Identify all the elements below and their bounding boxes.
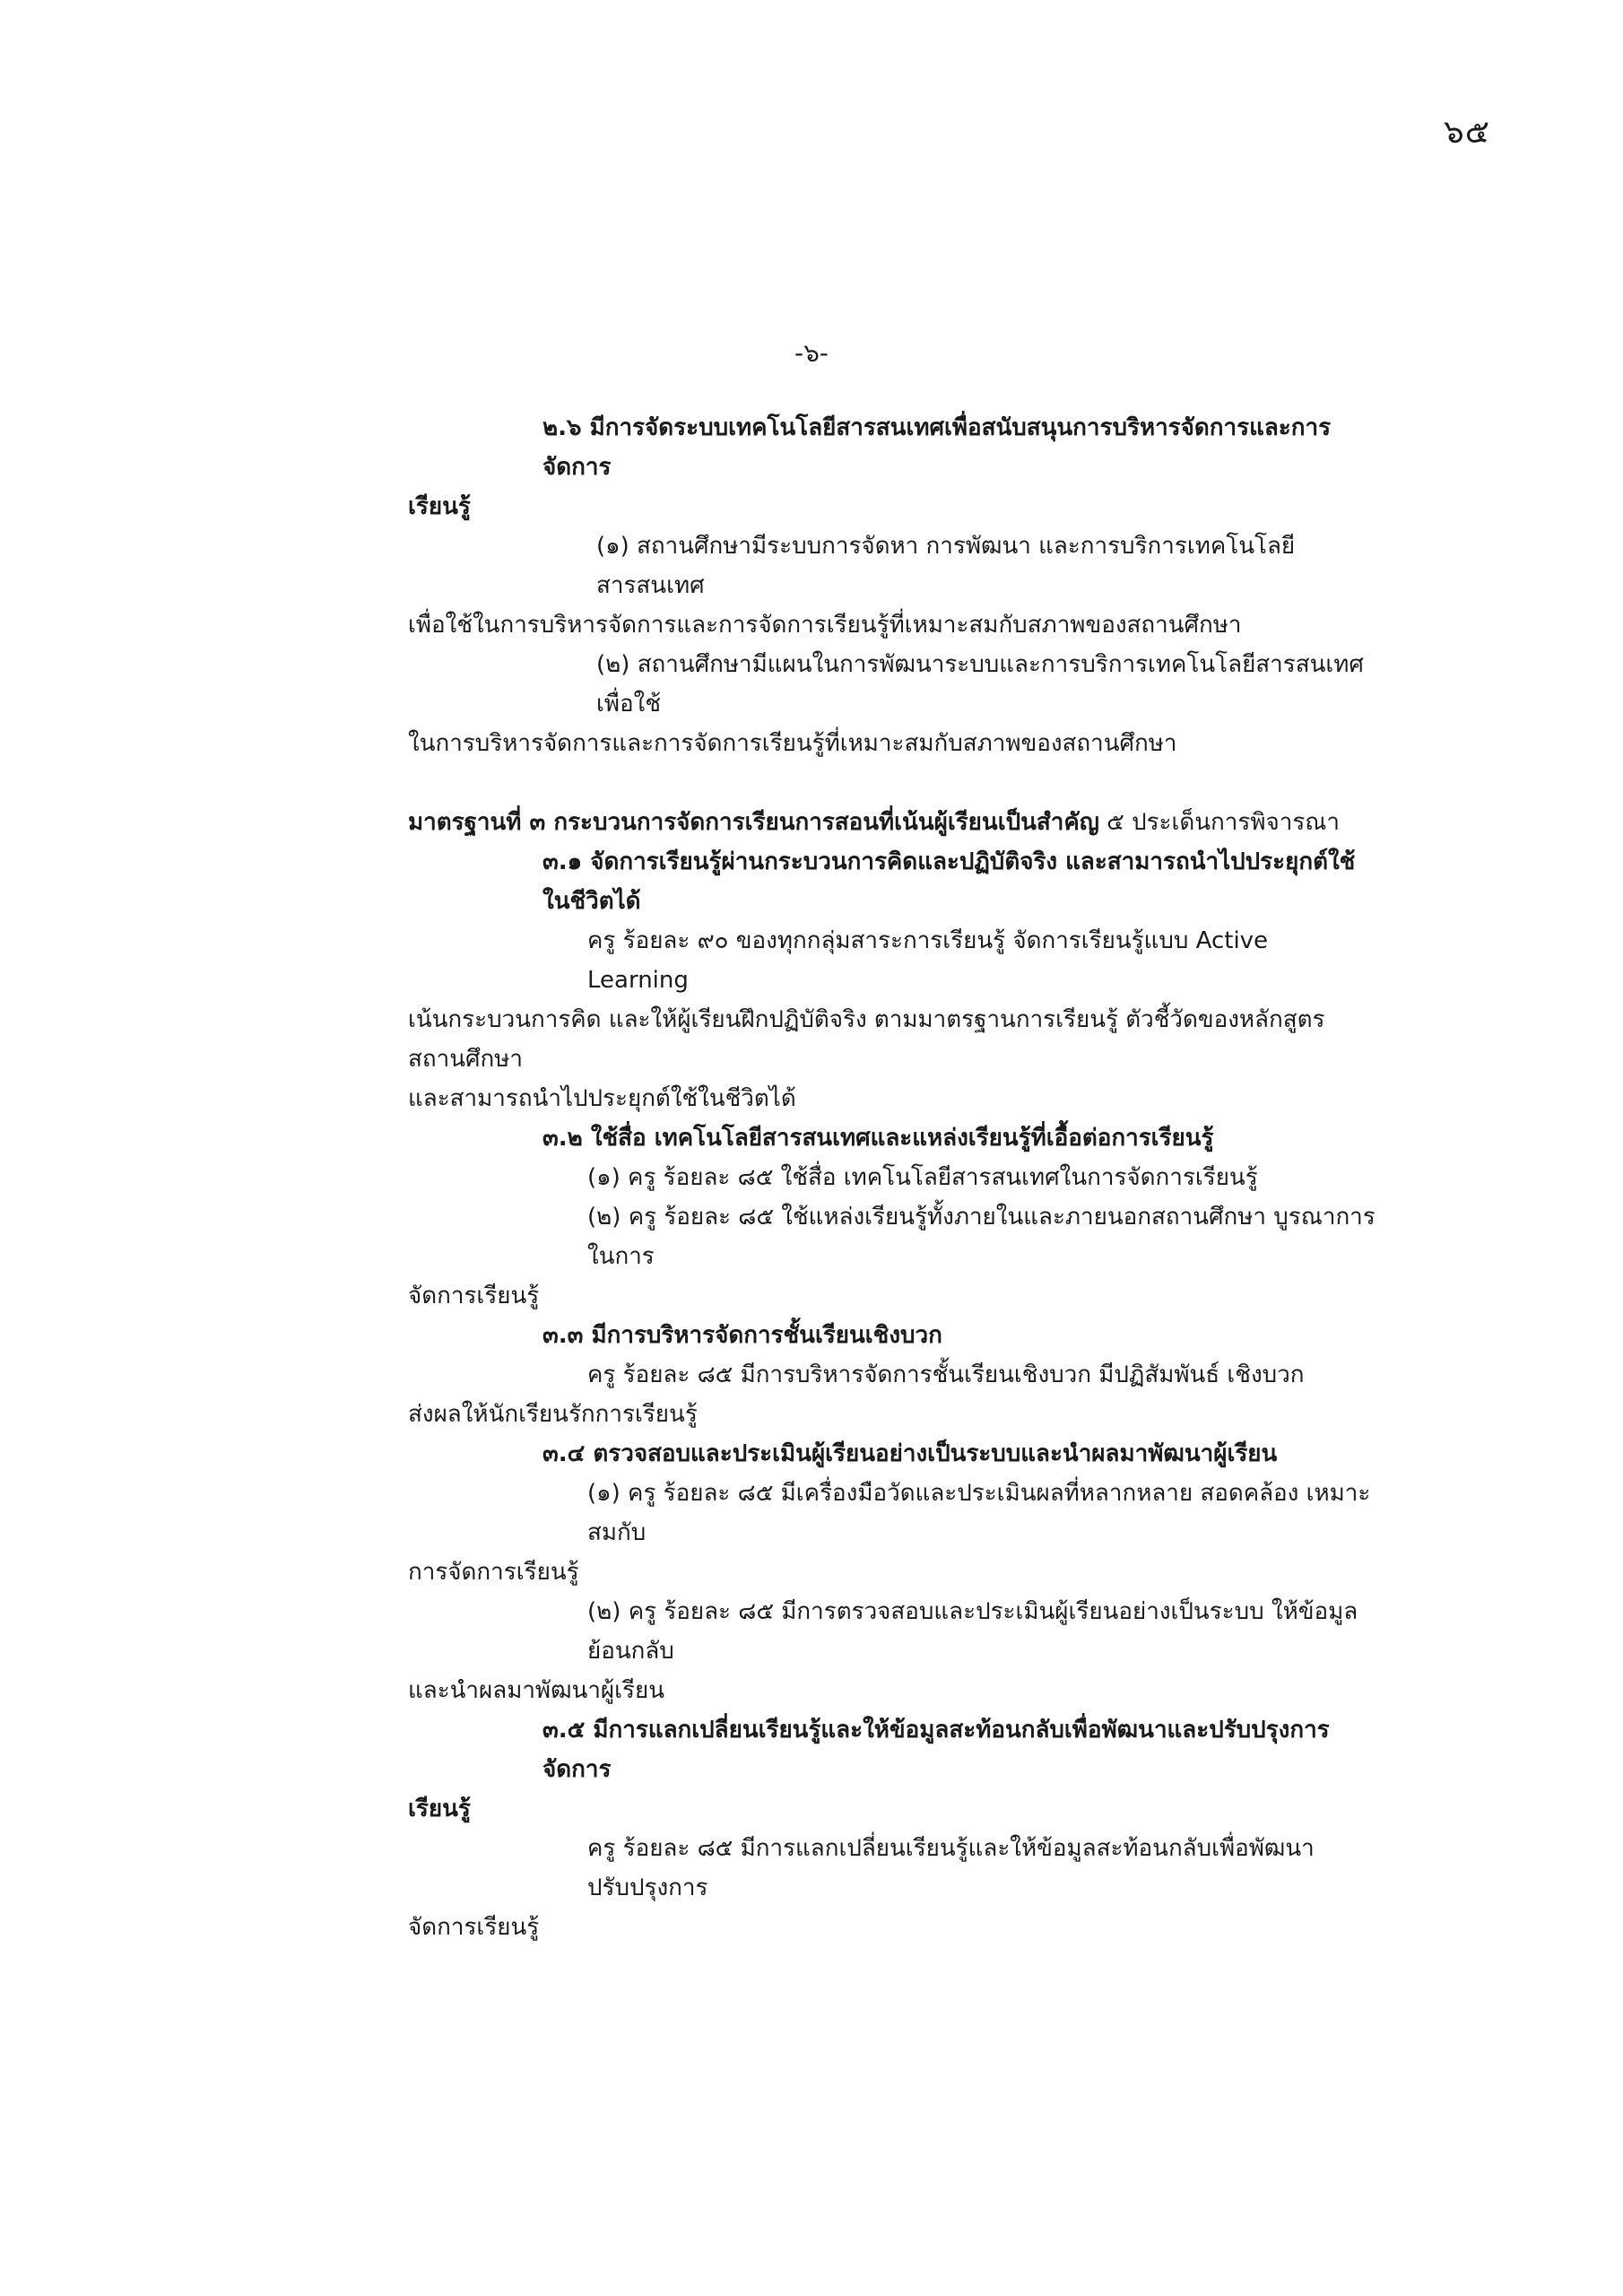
section-3-4-item-2: (๒) ครู ร้อยละ ๘๕ มีการตรวจสอบและประเมินผู้เรียนอย่างเป็นระบบ ให้ข้อมูลย้อนกลับ — [587, 1598, 1358, 1665]
section-3-5-text-cont: จัดการเรียนรู้ — [408, 1914, 540, 1941]
section-3-1-heading: ๓.๑ จัดการเรียนรู้ผ่านกระบวนการคิดและปฏิบัติจริง และสามารถนำไปประยุกต์ใช้ในชีวิตได้ — [542, 848, 1356, 915]
standard-3-note: ๕ ประเด็นการพิจารณา — [1098, 809, 1341, 836]
standard-3-line — [408, 803, 1376, 842]
section-3-2-item-2-cont: จัดการเรียนรู้ — [408, 1283, 540, 1309]
section-3-5-heading: ๓.๕ มีการแลกเปลี่ยนเรียนรู้และให้ข้อมูลสะท้อนกลับเพื่อพัฒนาและปรับปรุงการจัดการ — [542, 1717, 1330, 1783]
section-2-6-heading: ๒.๖ มีการจัดระบบเทคโนโลยีสารสนเทศเพื่อสนับสนุนการบริหารจัดการและการจัดการ — [542, 414, 1332, 481]
section-3-4-item-1-cont: การจัดการเรียนรู้ — [408, 1559, 579, 1586]
section-2-6-heading-cont: เรียนรู้ — [408, 493, 471, 520]
section-3-3-text: ครู ร้อยละ ๘๕ มีการบริหารจัดการชั้นเรียนเชิงบวก มีปฏิสัมพันธ์ เชิงบวก — [587, 1361, 1305, 1388]
section-3-4-heading: ๓.๔ ตรวจสอบและประเมินผู้เรียนอย่างเป็นระบบและนำผลมาพัฒนาผู้เรียน — [542, 1440, 1278, 1467]
standard-3-title: มาตรฐานที่ ๓ กระบวนการจัดการเรียนการสอนที่เน้นผู้เรียนเป็นสำคัญ — [408, 809, 1099, 836]
section-2-6-item-1: (๑) สถานศึกษามีระบบการจัดหา การพัฒนา และการบริการเทคโนโลยีสารสนเทศ — [596, 533, 1296, 599]
section-3-1-text: ครู ร้อยละ ๙๐ ของทุกกลุ่มสาระการเรียนรู้ จัดการเรียนรู้แบบ Active Learning — [587, 927, 1269, 994]
section-3-1-text-cont2: และสามารถนำไปประยุกต์ใช้ในชีวิตได้ — [408, 1085, 796, 1112]
section-2-6-item-1-cont: เพื่อใช้ในการบริหารจัดการและการจัดการเรียนรู้ที่เหมาะสมกับสภาพของสถานศึกษา — [408, 612, 1242, 639]
section-3-3-text-cont: ส่งผลให้นักเรียนรักการเรียนรู้ — [408, 1401, 698, 1428]
section-3-4-item-1: (๑) ครู ร้อยละ ๘๕ มีเครื่องมือวัดและประเมินผลที่หลากหลาย สอดคล้อง เหมาะสมกับ — [587, 1480, 1371, 1546]
section-3-5-text: ครู ร้อยละ ๘๕ มีการแลกเปลี่ยนเรียนรู้และให้ข้อมูลสะท้อนกลับเพื่อพัฒนา ปรับปรุงการ — [587, 1835, 1315, 1901]
document-body — [408, 408, 1376, 1947]
section-3-3-heading: ๓.๓ มีการบริหารจัดการชั้นเรียนเชิงบวก — [542, 1322, 942, 1349]
section-2-6-item-2: (๒) สถานศึกษามีแผนในการพัฒนาระบบและการบริการเทคโนโลยีสารสนเทศเพื่อใช้ — [596, 651, 1364, 718]
section-3-2-heading: ๓.๒ ใช้สื่อ เทคโนโลยีสารสนเทศและแหล่งเรียนรู้ที่เอื้อต่อการเรียนรู้ — [542, 1125, 1214, 1152]
page-number: ๖๕ — [1443, 114, 1490, 151]
paragraph-gap — [408, 763, 1376, 803]
section-3-4-item-2-cont: และนำผลมาพัฒนาผู้เรียน — [408, 1677, 665, 1704]
section-3-5-heading-cont: เรียนรู้ — [408, 1796, 471, 1822]
section-3-1-text-cont: เน้นกระบวนการคิด และให้ผู้เรียนฝึกปฏิบัติจริง ตามมาตรฐานการเรียนรู้ ตัวชี้วัดของหลักสูตรสถานศึกษา — [408, 1006, 1325, 1073]
document-page-label: -๖- — [794, 338, 829, 368]
section-3-2-item-2: (๒) ครู ร้อยละ ๘๕ ใช้แหล่งเรียนรู้ทั้งภายในและภายนอกสถานศึกษา บูรณาการในการ — [587, 1204, 1376, 1270]
section-2-6-item-2-cont: ในการบริหารจัดการและการจัดการเรียนรู้ที่เหมาะสมกับสภาพของสถานศึกษา — [408, 730, 1177, 757]
section-3-2-item-1: (๑) ครู ร้อยละ ๘๕ ใช้สื่อ เทคโนโลยีสารสนเทศในการจัดการเรียนรู้ — [587, 1164, 1258, 1191]
